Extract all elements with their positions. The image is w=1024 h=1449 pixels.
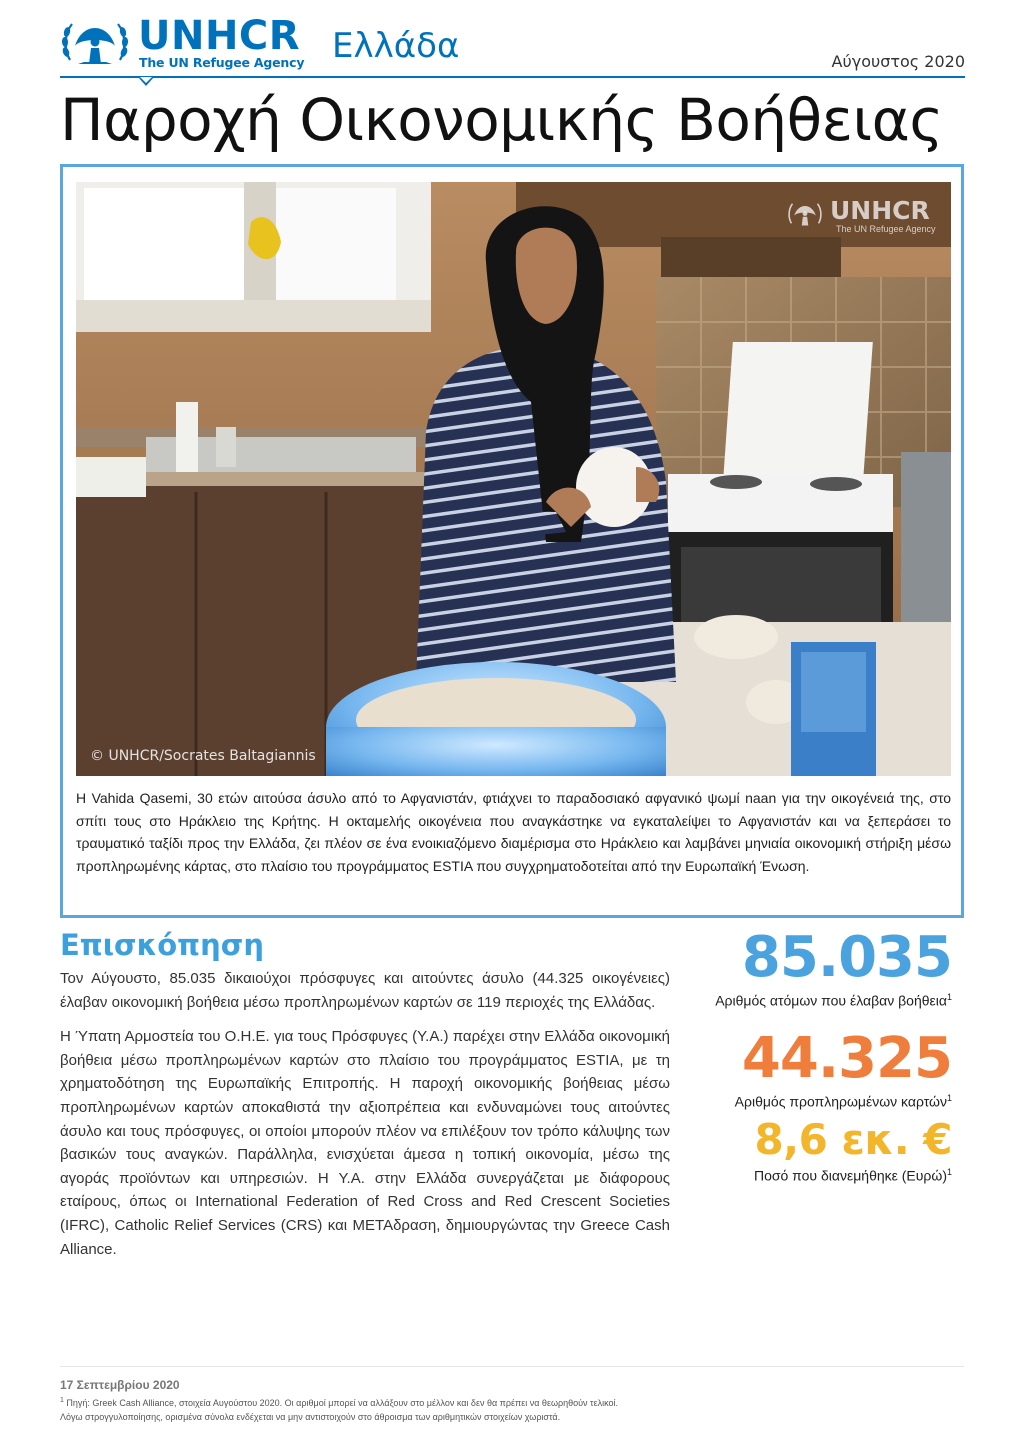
overview-paragraph-1: Τον Αύγουστο, 85.035 δικαιούχοι πρόσφυγες και αιτούντες άσυλο (44.325 οικογένειες) έλαβαν οικονομική βοήθεια μέσω προπληρωμένων καρτών σε 119 περιοχές της Ελλάδας. — [60, 970, 670, 1011]
stat-amount — [680, 1115, 952, 1184]
footer-rule — [60, 1366, 964, 1367]
stat-amount-label: Ποσό που διανεμήθηκε $(E\upsilon\rho ώ)^1$ — [753, 1167, 952, 1184]
page-title: Παροχή Οικονομικής Βοήθειας — [60, 86, 943, 154]
kitchen-photo-illustration — [76, 182, 951, 776]
footnote-mark: 1 — [60, 1397, 64, 1404]
footnote-mark: 1 — [946, 1092, 952, 1103]
stat-cards-label: Αριθμός προπληρωμένων καρτών$^1$ — [734, 1092, 952, 1110]
stat-cards-value: 44.325 — [741, 1025, 952, 1091]
stat-amount-value: 8,6 εκ. € — [754, 1115, 952, 1165]
footnote-mark: 1 — [946, 992, 952, 1002]
publication-date: 17 Σεπτεμβρίου 2020 — [60, 1378, 180, 1392]
logo-wordmark: UNHCR — [138, 13, 301, 59]
overview-heading: Επισκόπηση — [60, 928, 264, 962]
header-rule-notch-inner — [140, 77, 152, 83]
report-month: Αύγουστος 2020 — [831, 52, 965, 71]
unhcr-emblem-icon — [60, 12, 130, 70]
photo — [76, 182, 951, 776]
page-footer — [60, 1378, 964, 1424]
watermark-emblem-icon — [786, 196, 824, 230]
watermark-wordmark: UNHCR — [830, 196, 930, 225]
stat-people — [680, 925, 952, 1009]
unhcr-logo — [60, 12, 310, 74]
footnote-1: $^1$ Πηγή: Greek Cash Alliance, στοιχεία Αυγούστου 2020. Οι αριθμοί μπορεί να αλλάξουν στο μέλλον και δεν θα πρέπει να θεωρηθούν τελικοί. — [60, 1397, 618, 1408]
header-rule — [60, 76, 965, 78]
footnote-mark: 1 — [946, 1167, 952, 1178]
photo-caption: Η Vahida Qasemi, 30 ετών αιτούσα άσυλο από το Αφγανιστάν, φτιάχνει το παραδοσιακό αφγανικό ψωμί naan για την οικογένειά της, στο σπίτι τους στο Ηράκλειο της Κρήτης. Η οκταμελής οικογένεια που αναγκάστηκε να εγκαταλείψει το Αφγανιστάν και να ξεπεράσει το τραυματικό ταξίδι προς την Ελλάδα, ζει πλέον σε ένα ενοικιαζόμενο διαμέρισμα στο Ηράκλειο και λαμβάνει μηνιαία οικονομική στήριξη μέσω προπληρωμένης κάρτας, στο πλαίσιο του προγράμματος ESTIA που συγχρηματοδοτείται από την Ευρωπαϊκή Ένωση. — [76, 790, 951, 874]
stat-cards — [680, 1025, 952, 1110]
country-name: Ελλάδα — [332, 26, 460, 66]
overview-body — [60, 967, 670, 1272]
overview-paragraph-2: Η Ύπατη Αρμοστεία του Ο.Η.Ε. για τους Πρόσφυγες (Υ.Α.) παρέχει στην Ελλάδα οικονομική βοήθεια μέσω προπληρωμένων καρτών στο πλαίσιο του προγράμματος ESTIA, με τη χρηματοδότηση της Ευρωπαϊκής Επιτροπής. Η παροχή οικονομικής βοήθειας μέσω προπληρωμένων καρτών αποκαθιστά την αξιοπρέπεια και ενδυναμώνει τους αιτούντες άσυλο και τους πρόσφυγες, οι οποίοι μπορούν πλέον να επιλέξουν τον τρόπο κάλυψης των βασικών τους αναγκών. Παράλληλα, ενισχύεται άμεσα η τοπική οικονομία, μέσω της αγοράς προϊόντων και υπηρεσιών. Η Υ.Α. στην Ελλάδα συνεργάζεται με διάφορους εταίρους, όπως οι International Federation of Red Cross and Red Crescent Societies (IFRC), Catholic Relief Services (CRS) και ΜΕΤΑδραση, δημιουργώντας την Greece Cash Alliance. — [60, 1028, 670, 1258]
photo-watermark — [786, 194, 951, 234]
page-header — [60, 12, 965, 90]
stat-people-label: Αριθμός ατόμων που έλαβαν βοήθεια$^1$ — [715, 992, 952, 1009]
key-figures — [680, 925, 952, 1184]
watermark-tagline: The UN Refugee Agency — [836, 224, 936, 234]
logo-tagline: The UN Refugee Agency — [139, 55, 305, 70]
stat-people-value: 85.035 — [741, 925, 952, 990]
photo-frame — [60, 164, 964, 918]
footnote-rounding: Λόγω στρογγυλοποίησης, ορισμένα σύνολα ενδέχεται να μην αντιστοιχούν στο άθροισμα των αριθμητικών στοιχείων χωριστά. — [60, 1412, 561, 1422]
photo-credit: © UNHCR/Socrates Baltagiannis — [90, 748, 316, 764]
